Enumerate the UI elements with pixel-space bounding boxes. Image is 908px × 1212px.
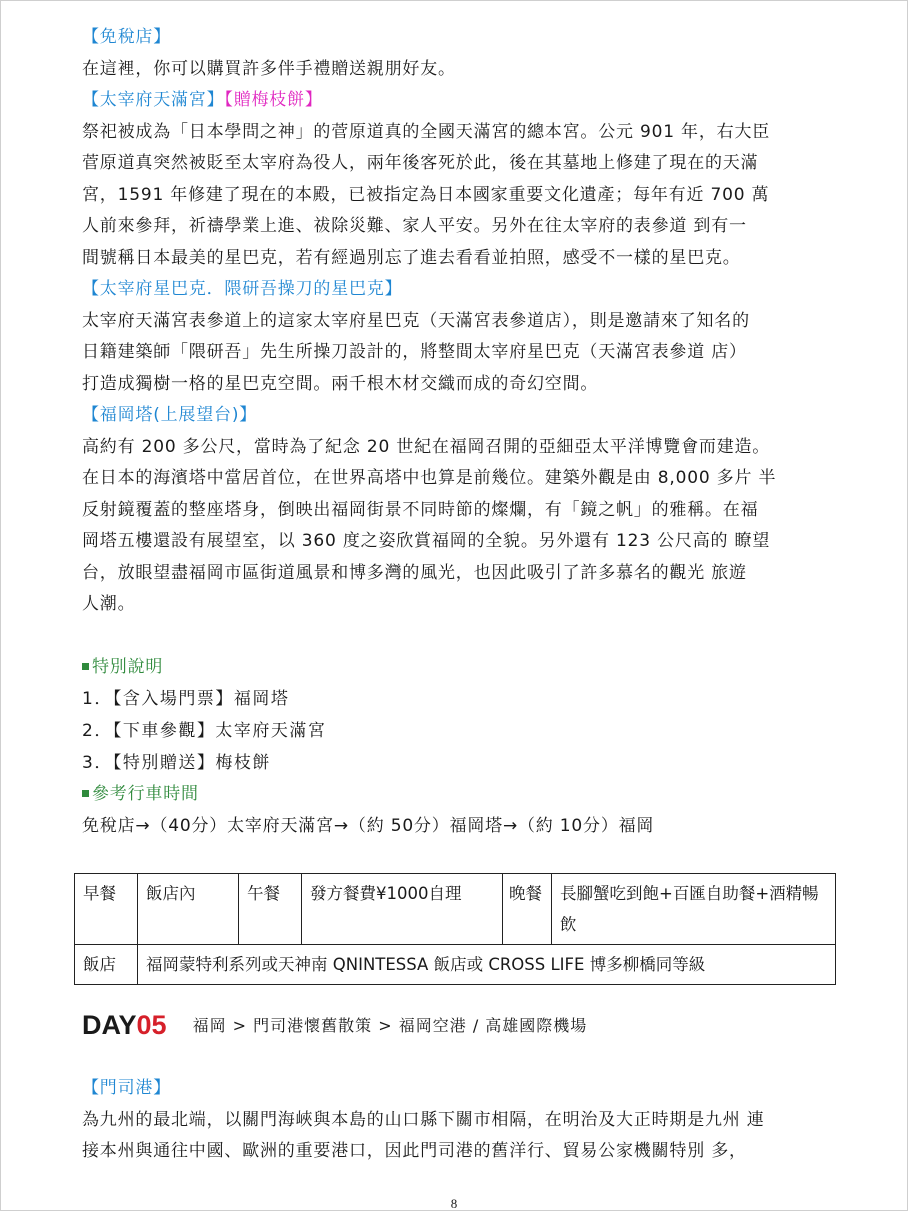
day-route: 福岡 > 門司港懷舊散策 > 福岡空港 / 高雄國際機場 <box>192 1016 588 1035</box>
dazaifu-text-line: 宮，1591 年修建了現在的本殿，已被指定為日本國家重要文化遺產；每年有近 700 萬 <box>82 184 770 205</box>
starbucks-text-line: 太宰府天滿宮表參道上的這家太宰府星巴克（天滿宮表參道店），則是邀請來了知名的 <box>82 310 750 331</box>
fukuoka-tower-text-line: 台，放眼望盡福岡市區街道風景和博多灣的風光，也因此吸引了許多慕名的觀光 旅遊 <box>82 562 747 583</box>
breakfast-value-cell: 飯店內 <box>138 874 239 945</box>
dazaifu-title: 【太宰府天滿宮】 <box>82 90 225 110</box>
day-title <box>82 1010 587 1041</box>
drive-time-route: 免稅店→（40分）太宰府天滿宮→（約 50分）福岡塔→（約 10分）福岡 <box>82 815 655 836</box>
drive-time-label: 參考行車時間 <box>92 784 199 804</box>
dinner-label-cell: 晚餐 <box>503 874 552 945</box>
starbucks-text-line: 打造成獨樹一格的星巴克空間。兩千根木材交織而成的奇幻空間。 <box>82 373 599 394</box>
lunch-label-cell: 午餐 <box>239 874 302 945</box>
bullet-square-icon <box>82 663 89 670</box>
special-note-item: 2．【下車參觀】太宰府天滿宮 <box>82 721 327 741</box>
fukuoka-tower-text-line: 高約有 200 多公尺，當時為了紀念 20 世紀在福岡召開的亞細亞太平洋博覽會而建造。 <box>82 436 771 457</box>
mojiko-section <box>82 1073 842 1168</box>
dazaifu-heading <box>82 85 840 117</box>
page-number: 8 <box>450 1196 458 1211</box>
lunch-value-cell: 發方餐費¥1000自理 <box>302 874 503 945</box>
duty-free-heading: 【免稅店】 <box>82 27 171 47</box>
meals-hotel-table <box>74 873 836 985</box>
dazaifu-text-line: 間號稱日本最美的星巴克，若有經過別忘了進去看看並拍照，感受不一樣的星巴克。 <box>82 247 741 268</box>
special-notes-label: 特別說明 <box>92 656 164 677</box>
special-note-item: 3．【特別贈送】梅枝餅 <box>82 753 271 773</box>
hotel-label-cell: 飯店 <box>75 945 138 985</box>
dazaifu-text-line: 人前來參拜，祈禱學業上進、祓除災難、家人平安。另外在往太宰府的表參道 到有一 <box>82 216 747 236</box>
mojiko-heading: 【門司港】 <box>82 1078 171 1098</box>
starbucks-heading: 【太宰府星巴克．隈研吾操刀的星巴克】 <box>82 279 403 299</box>
breakfast-label-cell: 早餐 <box>75 874 138 945</box>
fukuoka-tower-text-line: 在日本的海濱塔中當居首位，在世界高塔中也算是前幾位。建築外觀是由 8,000 多片 半 <box>82 468 777 488</box>
dinner-value-cell: 長腳蟹吃到飽+百匯自助餐+酒精暢飲 <box>552 874 836 945</box>
meals-row <box>75 874 836 945</box>
special-note-item: 1．【含入場門票】福岡塔 <box>82 689 290 709</box>
fukuoka-tower-text-line: 岡塔五樓還設有展望室，以 360 度之姿欣賞福岡的全貌。另外還有 123 公尺高的 瞭望 <box>82 531 771 551</box>
drive-time-heading <box>82 779 840 811</box>
bullet-square-icon <box>82 790 89 797</box>
dazaifu-text-line: 祭祀被成為「日本學問之神」的菅原道真的全國天滿宮的總本宮。公元 901 年，右大臣 <box>82 121 771 142</box>
hotel-row <box>75 945 836 985</box>
plum-cake-gift-tag: 【贈梅枝餅】 <box>224 90 323 110</box>
itinerary-body <box>82 22 840 842</box>
section-gap <box>82 621 840 652</box>
mojiko-text-line: 接本州與通往中國、歐洲的重要港口，因此門司港的舊洋行、貿易公家機關特別 多， <box>82 1141 747 1161</box>
day-word: DAY <box>82 1010 137 1040</box>
duty-free-text: 在這裡，你可以購買許多伴手禮贈送親朋好友。 <box>82 58 456 79</box>
fukuoka-tower-text-line: 反射鏡覆蓋的整座塔身，倒映出福岡街景不同時節的燦爛，有「鏡之帆」的雅稱。在福 <box>82 499 759 520</box>
fukuoka-tower-heading: 【福岡塔(上展望台)】 <box>82 405 258 425</box>
hotel-value-cell: 福岡蒙特利系列或天神南 QNINTESSA 飯店或 CROSS LIFE 博多柳橋同等級 <box>138 945 836 985</box>
dazaifu-text-line: 菅原道真突然被貶至太宰府為役人，兩年後客死於此，後在其墓地上修建了現在的天滿 <box>82 153 759 173</box>
day-number: 05 <box>136 1010 167 1040</box>
fukuoka-tower-text-line: 人潮。 <box>82 594 136 614</box>
starbucks-text-line: 日籍建築師「隈研吾」先生所操刀設計的，將整間太宰府星巴克（天滿宮表參道 店） <box>82 342 747 362</box>
special-notes-heading <box>82 652 840 684</box>
mojiko-text-line: 為九州的最北端，以關門海峽與本島的山口縣下關市相隔，在明治及大正時期是九州 連 <box>82 1109 765 1130</box>
